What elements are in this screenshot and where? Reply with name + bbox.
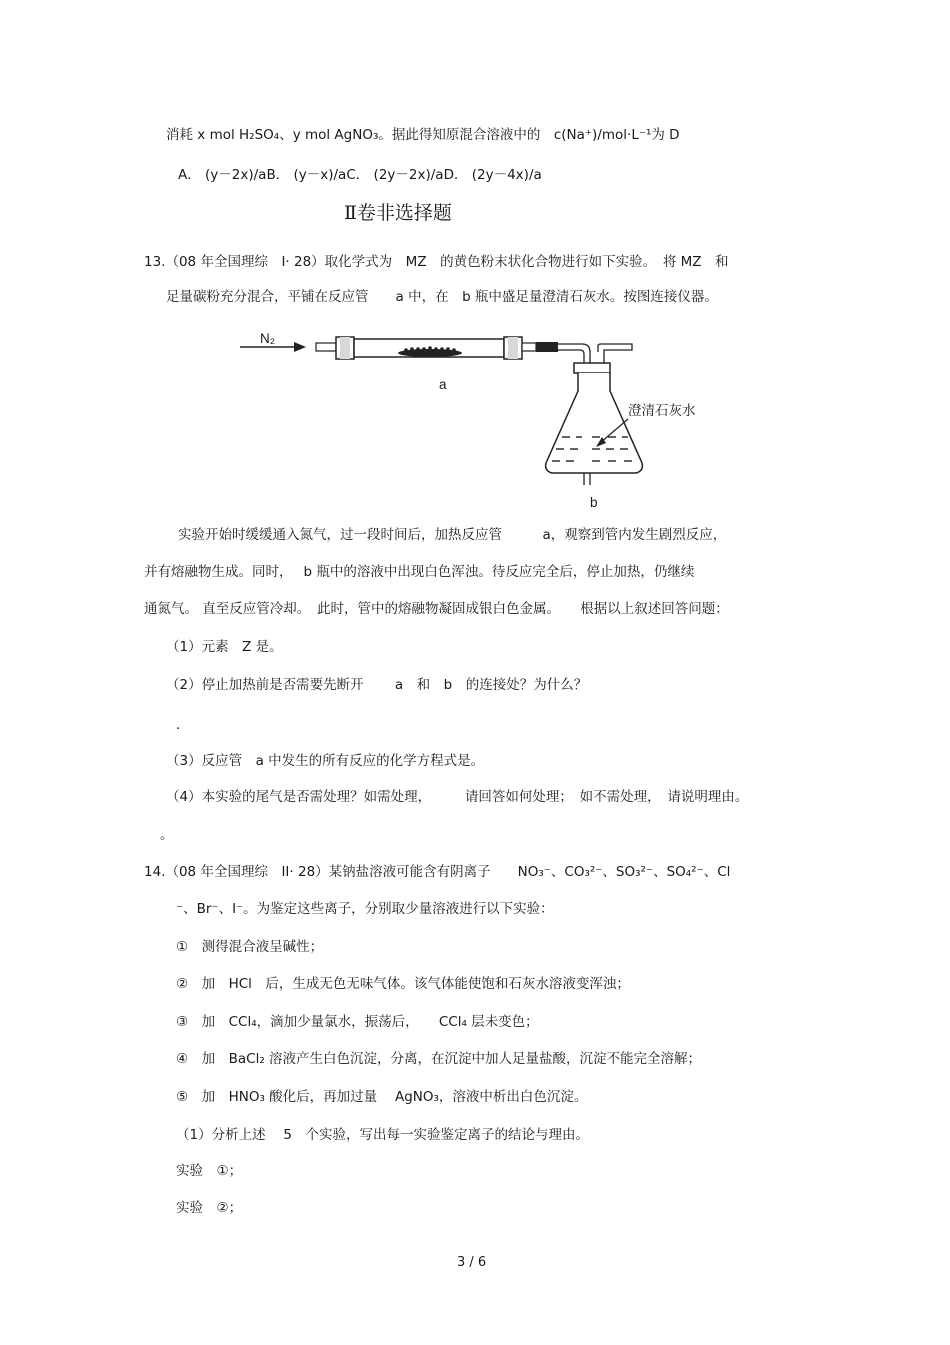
q13-para3: 通氮气。 直至反应管冷却。 此时，管中的熔融物凝固成银白色金属。 根据以上叙述回答问题：	[144, 601, 729, 617]
q13-line2: 足量碳粉充分混合，平铺在反应管 a 中，在 b 瓶中盛足量澄清石灰水。按图连接仪器。	[166, 289, 718, 305]
q14-exp2: ② 加 HCl 后，生成无色无味气体。该气体能使饱和石灰水溶液变浑浊；	[176, 976, 630, 992]
q14-line2: ⁻、Br⁻、I⁻。为鉴定这些离子，分别取少量溶液进行以下实验：	[176, 901, 554, 917]
q13-sub2-answer: ．	[176, 717, 190, 733]
q12-options: A． (y－2x)/aB． (y－x)/aC． (2y－2x)/aD． (2y－4x)/a	[178, 167, 542, 183]
q14-exp5: ⑤ 加 HNO₃ 酸化后，再加过量 AgNO₃，溶液中析出白色沉淀。	[176, 1089, 588, 1105]
q14-sub1: （1）分析上述 5 个实验，写出每一实验鉴定离子的结论与理由。	[176, 1127, 589, 1143]
gas-label: N₂	[260, 331, 275, 346]
q14-exp1: ① 测得混合液呈碱性；	[176, 939, 324, 955]
flask-label: b	[590, 495, 598, 510]
tube-label: a	[439, 377, 447, 392]
conical-flask	[546, 373, 643, 473]
outlet-tube	[598, 344, 632, 365]
q12-line: 消耗 x mol H₂SO₄、y mol AgNO₃。据此得知原混合溶液中的 c(Na⁺)/mol·L⁻¹为 D	[166, 127, 680, 143]
rubber-connector	[536, 342, 558, 352]
limewater-label: 澄清石灰水	[628, 403, 696, 418]
inlet-tube	[316, 343, 336, 351]
section-title: Ⅱ卷非选择题	[344, 202, 452, 224]
flask-stopper	[574, 363, 610, 373]
apparatus-diagram	[230, 325, 696, 515]
q13-line1: 13.（08 年全国理综 I· 28）取化学式为 MZ 的黄色粉末状化合物进行如下实验。 将 MZ 和	[144, 254, 729, 270]
q13-sub2: （2）停止加热前是否需要先断开 a 和 b 的连接处？为什么？	[166, 677, 588, 693]
q14-exp4: ④ 加 BaCl₂ 溶液产生白色沉淀，分离，在沉淀中加人足量盐酸，沉淀不能完全溶解；	[176, 1051, 702, 1067]
page-number: 3 / 6	[457, 1255, 487, 1270]
q14-line1: 14.（08 年全国理综 II· 28）某钠盐溶液可能含有阴离子 NO₃⁻、CO₃²⁻、SO₃²⁻、SO₄²⁻、Cl	[144, 864, 731, 880]
q14-exp3: ③ 加 CCl₄，滴加少量氯水，振荡后， CCl₄ 层未变色；	[176, 1014, 539, 1030]
q14-ans2: 实验 ②；	[176, 1200, 243, 1216]
q13-sub4-answer: 。	[160, 827, 174, 843]
q13-sub1: （1）元素 Z 是。	[166, 639, 283, 655]
q13-sub3: （3）反应管 a 中发生的所有反应的化学方程式是。	[166, 753, 485, 769]
q13-sub4: （4）本实验的尾气是否需处理？如需处理， 请回答如何处理； 如不需处理， 请说明理由。	[166, 789, 749, 805]
gas-flow-arrowhead	[294, 342, 306, 352]
q14-ans1: 实验 ①；	[176, 1163, 243, 1179]
q13-para1: 实验开始时缓缓通入氮气，过一段时间后，加热反应管 a，观察到管内发生剧烈反应，	[178, 527, 727, 543]
connector-tube	[522, 343, 536, 351]
q13-para2: 并有熔融物生成。同时， b 瓶中的溶液中出现白色浑浊。待反应完全后，停止加热，仍继续	[144, 564, 695, 580]
